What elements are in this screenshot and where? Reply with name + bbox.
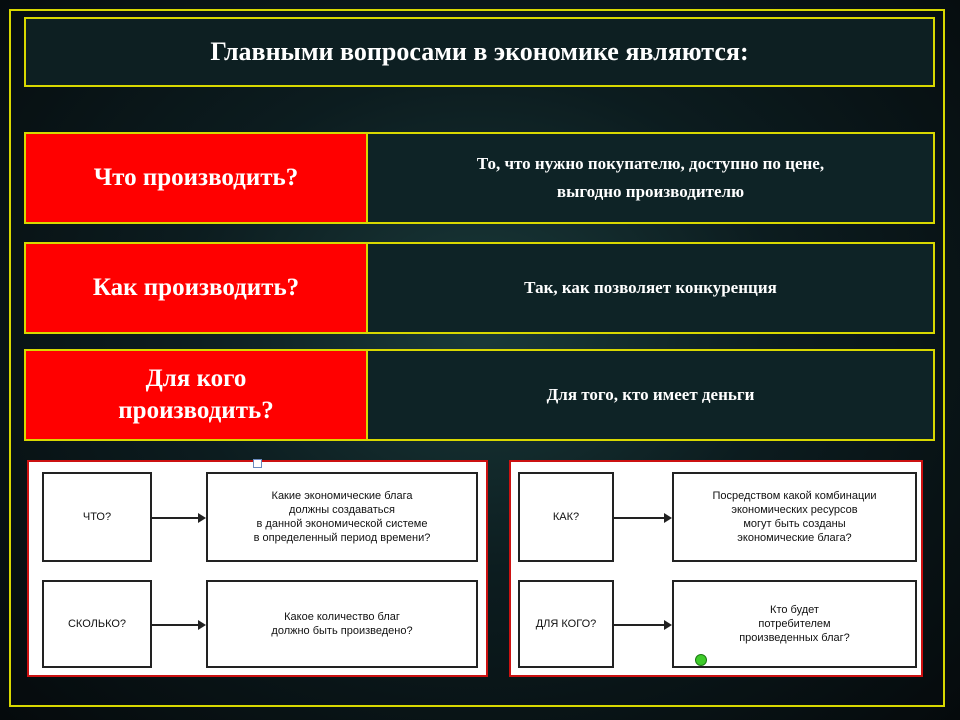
question-what: Что производить? [26, 134, 368, 222]
arrow [152, 624, 204, 626]
question-row-for-whom [24, 349, 935, 441]
question-row-what [24, 132, 935, 224]
question-row-how [24, 242, 935, 334]
diagram-answer-box: Посредством какой комбинации экономических ресурсов могут быть созданы экономические блага? [672, 472, 917, 562]
title-box [24, 17, 935, 87]
diagram-answer-box: Какие экономические блага должны создаваться в данной экономической системе в определенный период времени? [206, 472, 478, 562]
arrow [152, 517, 204, 519]
diagram-question-box: СКОЛЬКО? [42, 580, 152, 668]
rotate-handle[interactable] [695, 654, 707, 666]
answer-how: Так, как позволяет конкуренция [368, 244, 933, 332]
answer-what: То, что нужно покупателю, доступно по цене, выгодно производителю [368, 134, 933, 222]
diagram-answer-box: Какое количество благ должно быть произведено? [206, 580, 478, 668]
arrow [614, 517, 670, 519]
question-for-whom: Для кого производить? [26, 351, 368, 439]
diagram-question-box: КАК? [518, 472, 614, 562]
question-how: Как производить? [26, 244, 368, 332]
diagram-panel-left[interactable] [27, 460, 488, 677]
diagram-question-box: ЧТО? [42, 472, 152, 562]
answer-for-whom: Для того, кто имеет деньги [368, 351, 933, 439]
arrow [614, 624, 670, 626]
diagram-answer-box: Кто будет потребителем произведенных благ? [672, 580, 917, 668]
resize-handle[interactable] [253, 459, 262, 468]
diagram-question-box: ДЛЯ КОГО? [518, 580, 614, 668]
diagram-panel-right[interactable] [509, 460, 923, 677]
slide-title: Главными вопросами в экономике являются: [210, 37, 749, 66]
